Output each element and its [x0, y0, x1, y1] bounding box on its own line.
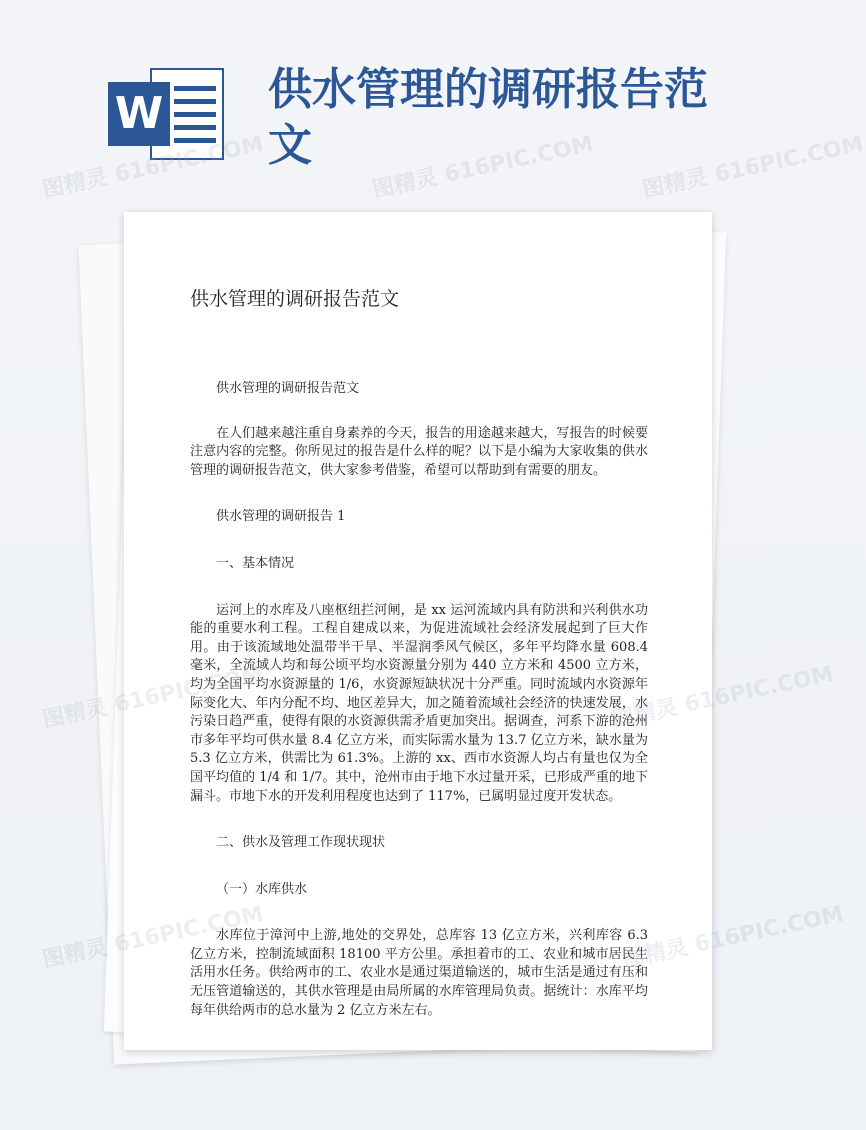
section-heading: 供水管理的调研报告范文	[216, 381, 360, 396]
section-heading: （一）水库供水	[216, 881, 308, 897]
page-title: 供水管理的调研报告范文	[268, 64, 708, 171]
watermark: 图精灵 616PIC.COM	[610, 661, 836, 734]
document-paragraph: 运河上的水库及八座枢纽拦河闸，是 xx 运河流域内具有防洪和兴利供水功能的重要水利工程。工程自建成以来，为促进流域社会经济发展起到了巨大作用。由于该流域地处温带半干旱、半湿润季风气候区，多年平均降水量 608.4 毫米，全流域人均和每公顷平均水资源量分别为 440 立方米和 4500 立方米，均为全国平均水资源量的 1/6，水资源短缺状况十分严重。同时流域内水资源年际变化大、年内分配不均、地区差异大，加之随着流域社会经济的快速发展，水污染日趋严重，使得有限的水资源供需矛盾更加突出。据调查，河系下游的沧州市多年平均可供水量 8.4 亿立方米，而实际需水量为 13.7 亿立方米，缺水量为 5.3 亿立方米，供需比为 61.3%。上游的 xx、西市水资源人均占有量也仅为全国平均值的 1/4 和 1/7。其中，沧州市由于地下水过量开采，已形成严重的地下漏斗。市地下水的开发利用程度也达到了 117%，已属明显过度开发状态。	[190, 602, 648, 804]
word-document-icon	[108, 68, 226, 160]
document-paragraph: 在人们越来越注重自身素养的今天，报告的用途越来越大，写报告的时候要注意内容的完整。你所见过的报告是什么样的呢？以下是小编为大家收集的供水管理的调研报告范文，供大家参考借鉴，希望可以帮助到有需要的朋友。	[190, 425, 648, 478]
document-title: 供水管理的调研报告范文	[190, 288, 400, 310]
word-letter-badge: W	[108, 82, 170, 146]
document-paragraph: 水库位于漳河中上游,地处的交界处，总库容 13 亿立方米，兴利库容 6.3 亿立方米，控制流域面积 18100 平方公里。承担着市的工、农业和城市居民生活用水任务。供给两市的工、农业水是通过渠道输送的，城市生活是通过有压和无压管道输送的，其供水管理是由局所属的水库管理局负责。据统计：水库平均每年供给两市的总水量为 2 亿立方米左右。	[190, 928, 648, 1018]
watermark: 图精灵 616PIC.COM	[370, 131, 596, 204]
watermark: 图精灵 616PIC.COM	[640, 131, 866, 204]
watermark: 图精灵	[40, 934, 111, 974]
section-heading: 一、基本情况	[216, 555, 295, 571]
section-heading: 二、供水及管理工作现状现状	[216, 835, 386, 851]
watermark: 图精灵 616PIC.COM	[620, 901, 846, 974]
watermark: 图精灵 616PIC.COM	[40, 131, 266, 204]
document-body	[190, 352, 648, 1020]
watermark: 图精灵	[40, 694, 111, 734]
document-page	[124, 212, 712, 1050]
header	[0, 0, 800, 200]
section-heading: 供水管理的调研报告 1	[216, 509, 346, 525]
